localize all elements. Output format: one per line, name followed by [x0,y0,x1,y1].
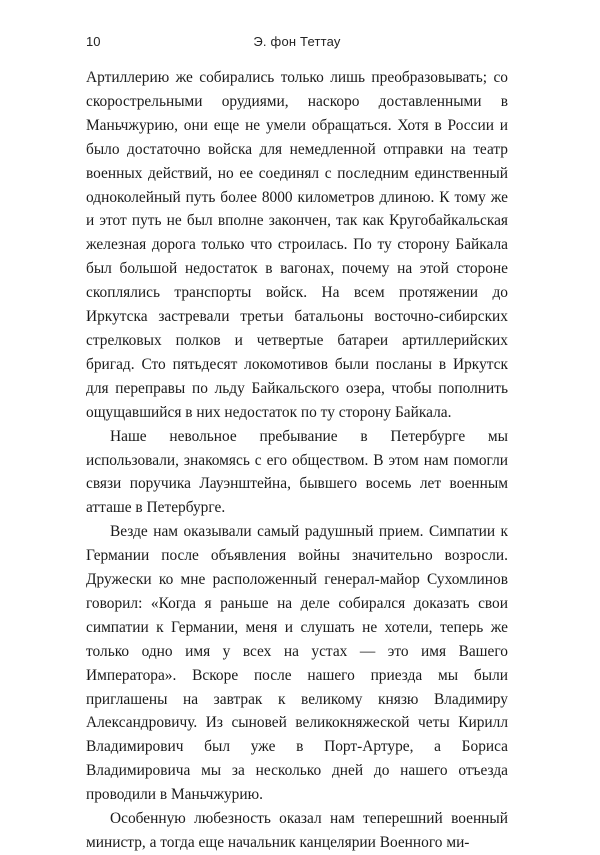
paragraph-1: Артиллерию же собирались только лишь преобразовывать; со скорострельными орудиями, наскоро доставленными в Маньчжурию, они еще не умели обращаться. Хотя в России и было достаточно войска для немедленной отправки на театр военных действий, но ее соединял с последним единственный одноколейный путь более 8000 километров длиною. К тому же и этот путь не был вполне закончен, так как Кругобайкальская железная дорога только что строилась. По ту сторону Байкала был большой недостаток в вагонах, почему на этой стороне скоплялись транспорты войск. На всем протяжении до Иркутска застревали третьи батальоны восточно-сибирских стрелковых полков и четвертые батареи артиллерийских бригад. Сто пятьдесят локомотивов были посланы в Иркутск для переправы по льду Байкальского озера, чтобы пополнить ощущавшийся в них недостаток по ту сторону Байкала. [86,69,508,421]
page-header [86,34,508,54]
paragraph-2: Наше невольное пребывание в Петербурге мы использовали, знакомясь с его обществом. В этом нам помогли связи поручика Лауэнштейна, бывшего восемь лет военным атташе в Петербурге. [86,427,508,517]
paragraph-4: Особенную любезность оказал нам теперешний военный министр, а тогда еще начальник канцелярии Военного ми- [86,810,508,851]
page-number: 10 [86,34,101,49]
body-text [86,66,508,855]
running-head: Э. фон Теттау [253,34,341,49]
paragraph-3: Везде нам оказывали самый радушный прием. Симпатии к Германии после объявления войны значительно возросли. Дружески ко мне расположенный генерал-майор Сухомлинов говорил: «Когда я раньше на деле собирался доказать свои симпатии к Германии, меня и слушать не хотели, теперь же только одно имя у всех на устах — это имя Вашего Императора». Вскоре после нашего приезда мы были приглашены на завтрак к великому князю Владимиру Александровичу. Из сыновей великокняжеской четы Кирилл Владимирович был уже в Порт-Артуре, а Бориса Владимировича мы за несколько дней до нашего отъезда проводили в Маньчжурию. [86,523,508,804]
